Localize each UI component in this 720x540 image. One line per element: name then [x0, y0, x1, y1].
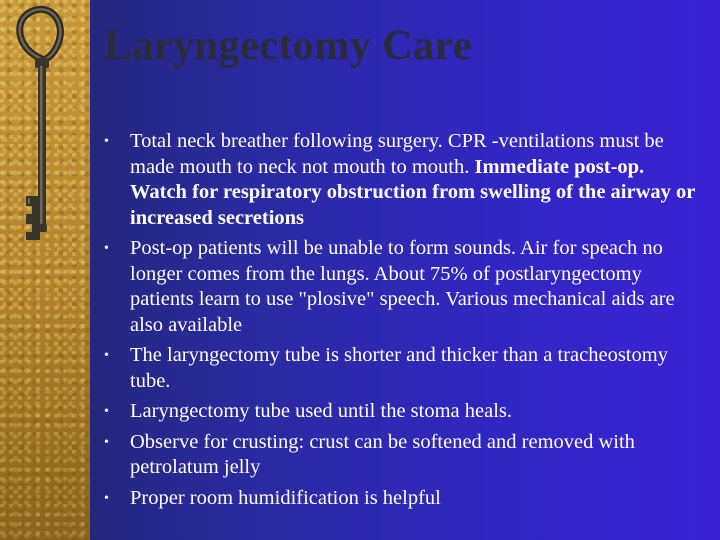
bullet-bold-text: Immediate post-op. Watch for respiratory obstruction from swelling of the airway or increased secretions [130, 155, 696, 229]
bullet-item [104, 486, 704, 512]
bullet-item [104, 343, 704, 394]
bullet-item [104, 399, 704, 425]
bullet-item [104, 129, 704, 231]
bullet-list [104, 129, 704, 516]
bullet-marker: • [104, 434, 109, 450]
bullet-marker: • [104, 134, 109, 149]
bullet-item [104, 430, 704, 481]
bullet-text: Proper room humidification is helpful [130, 486, 441, 509]
bullet-text: The laryngectomy tube is shorter and thicker than a tracheostomy tube. [130, 344, 668, 392]
bullet-text: Total neck breather following surgery. CPR -ventilations must be made mouth to neck not mouth to mouth. [130, 130, 664, 178]
bullet-text: Post-op patients will be unable to form sounds. Air for speach no longer comes from the lungs. About 75% of postlaryngectomy patients learn to use "plosive" speech. Various mechanical aids are also available [130, 237, 675, 336]
sidebar-shade [0, 270, 90, 540]
bullet-marker: • [104, 490, 109, 506]
bullet-text: Observe for crusting: crust can be softened and removed with petrolatum jelly [130, 430, 635, 478]
bullet-marker: • [104, 404, 109, 419]
skeleton-key-icon [0, 0, 90, 280]
slide-title: Laryngectomy Care [104, 23, 473, 69]
bullet-marker: • [104, 348, 109, 363]
decorative-sidebar [0, 0, 90, 540]
bullet-marker: • [104, 241, 109, 256]
bullet-text: Laryngectomy tube used until the stoma heals. [130, 400, 513, 422]
bullet-item [104, 236, 704, 338]
